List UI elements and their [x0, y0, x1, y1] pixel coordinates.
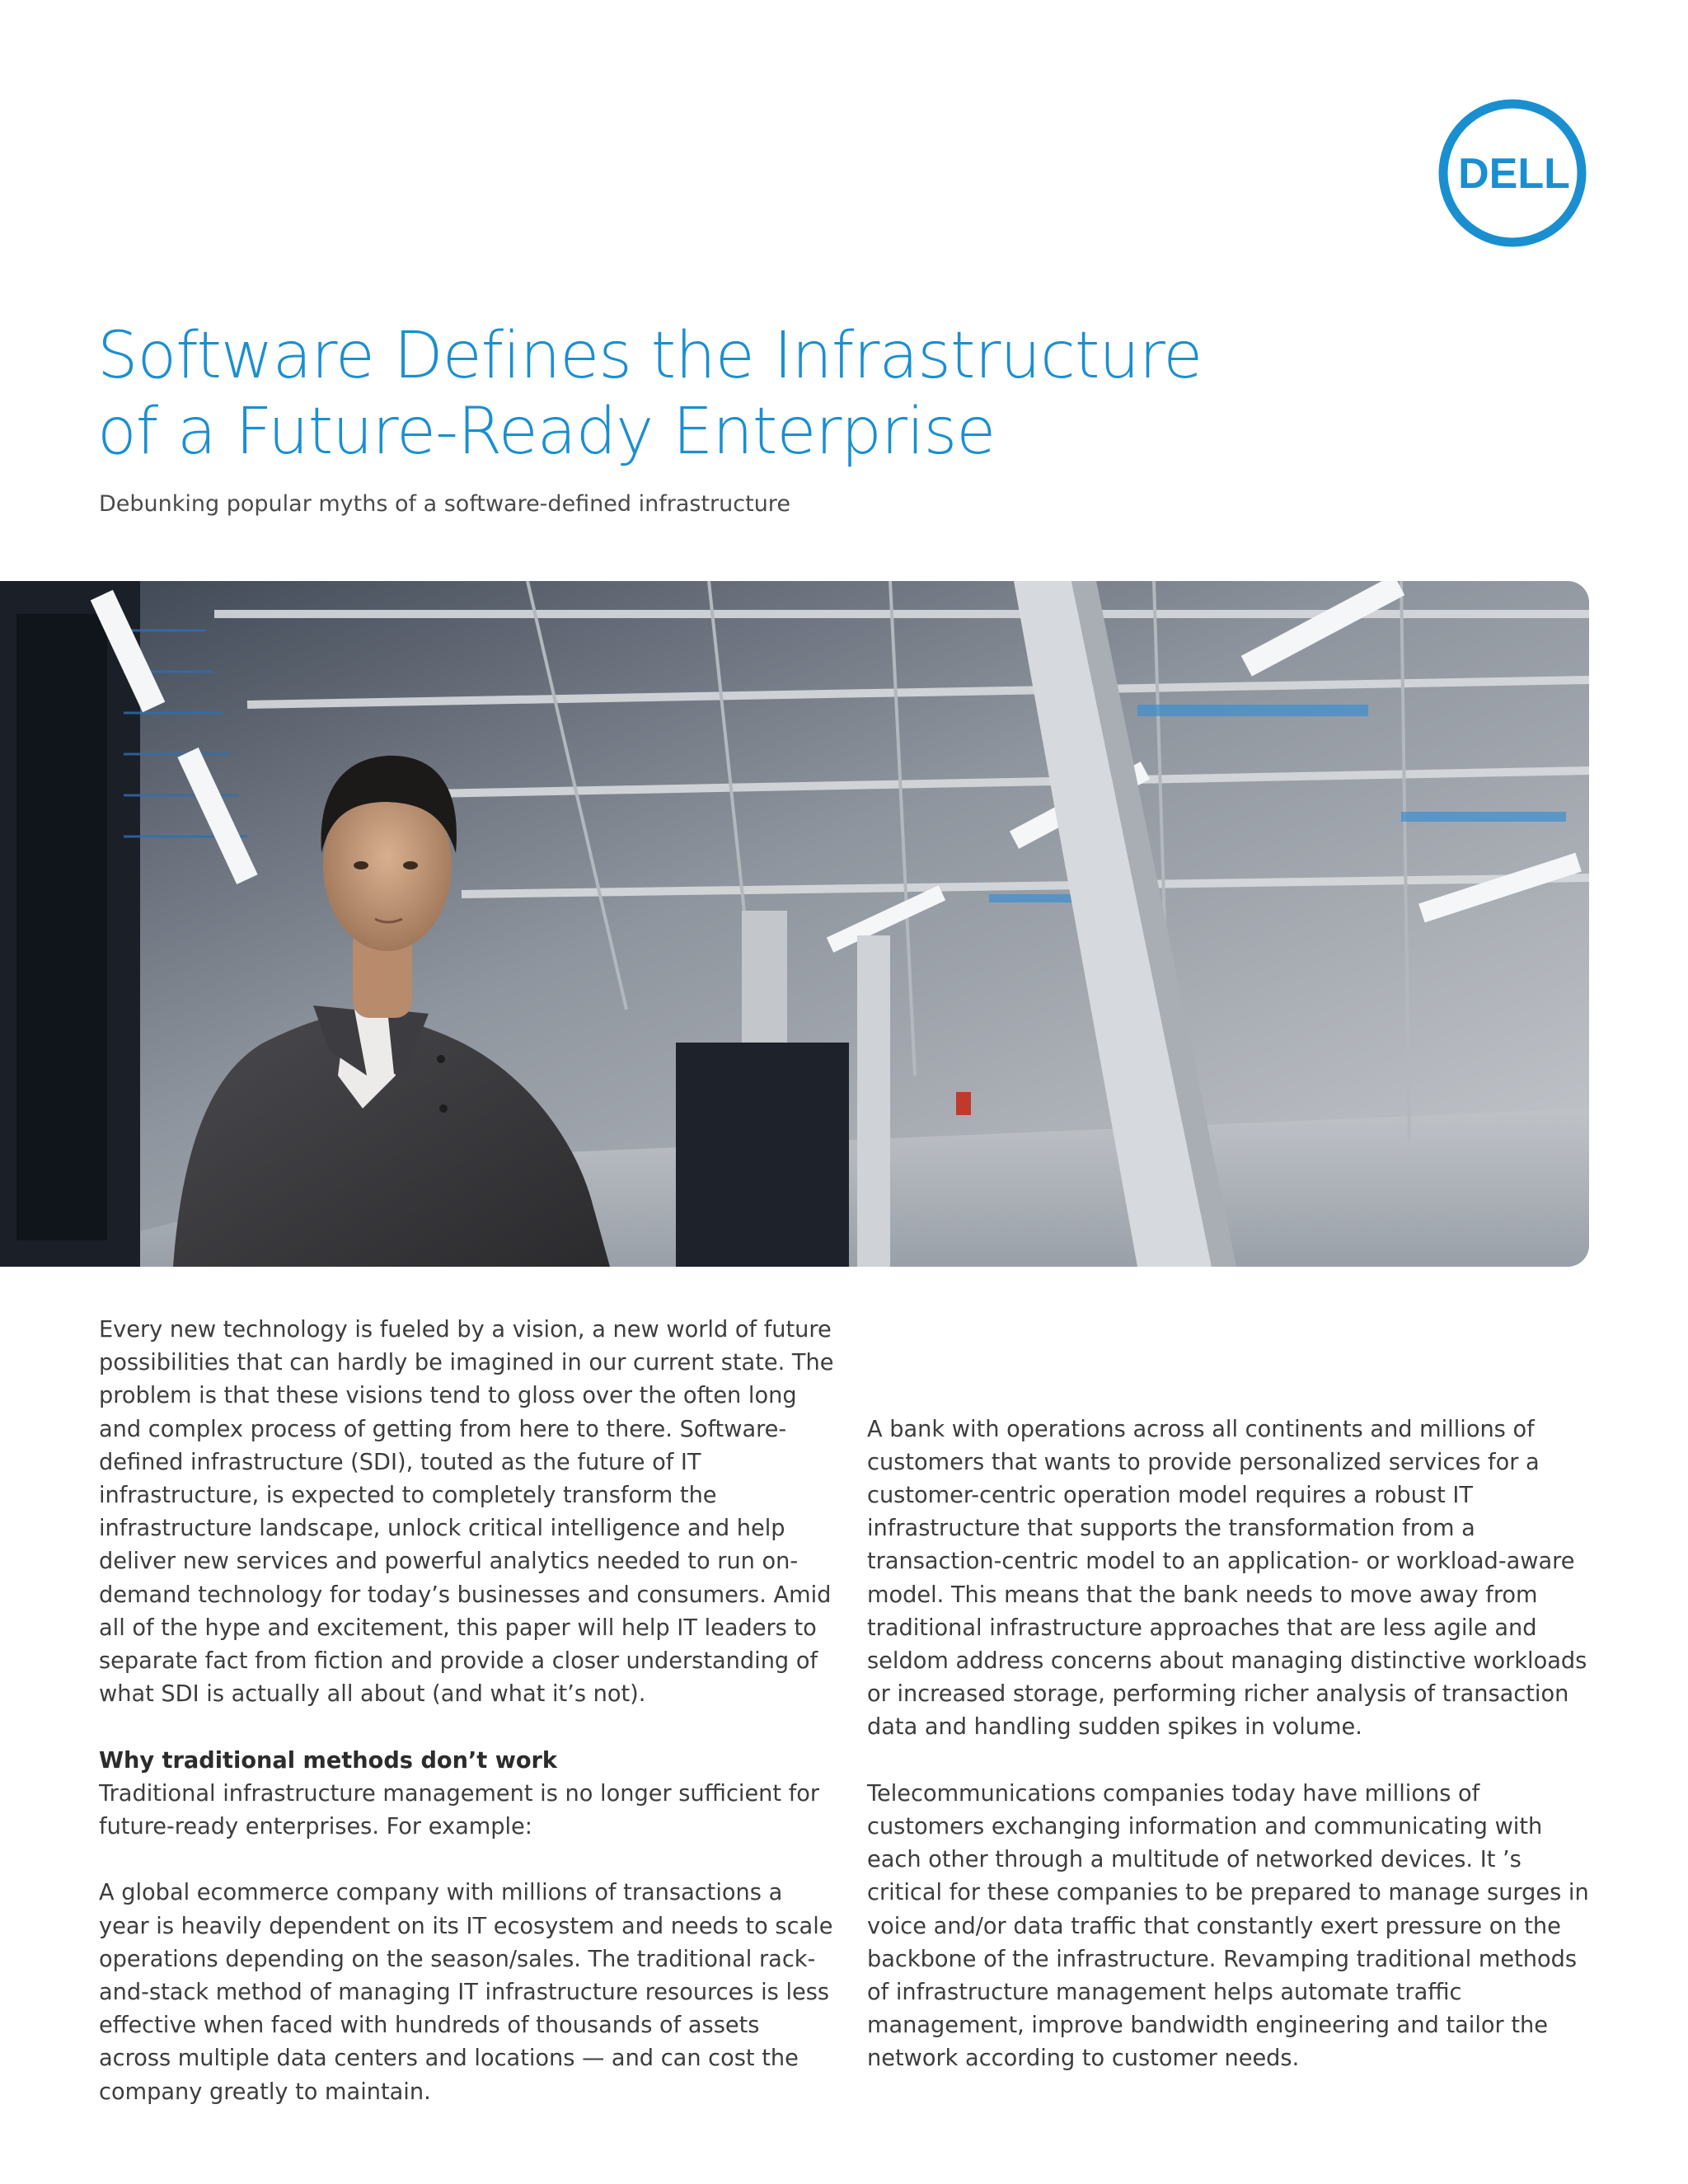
text-column-left	[99, 1314, 837, 2142]
bank-paragraph: A bank with operations across all continents and millions of customers that wants to provide personalized services for a customer-centric operation model requires a robust IT infrastructure that supports the transformation from a transaction-centric model to an application- or workload-aware model. This means that the bank needs to move away from traditional infrastructure approaches that are less agile and seldom address concerns about managing distinctive workloads or increased storage, performing richer analysis of transaction data and handling sudden spikes in volume.	[867, 1416, 1587, 1741]
hero-photo	[0, 581, 1589, 1267]
data-center-photo-illustration	[0, 581, 1589, 1267]
title-line-2: of a Future-Ready Enterprise	[97, 395, 996, 469]
title-line-1: Software Defines the Infrastructure	[97, 319, 1203, 393]
dell-logo	[1438, 99, 1587, 247]
lead-paragraph: Traditional infrastructure management is no longer sufficient for future-ready enterprises. For example:	[99, 1780, 820, 1840]
page-title	[97, 318, 1334, 470]
intro-paragraph: Every new technology is fueled by a vision, a new world of future possibilities that can hardly be imagined in our current state. The problem is that these visions tend to gloss over the often long and complex process of getting from here to there. Software-defined infrastructure (SDI), touted as the future of IT infrastructure, is expected to completely transform the infrastructure landscape, unlock critical intelligence and help deliver new services and powerful analytics needed to run on-demand technology for today’s businesses and consumers. Amid all of the hype and excitement, this paper will help IT leaders to separate fact from fiction and provide a closer understanding of what SDI is actually all about (and what it’s not).	[99, 1317, 834, 1708]
section-heading: Why traditional methods don’t work	[99, 1747, 558, 1774]
text-column-right	[867, 1314, 1592, 2109]
dell-logo-text: DELL	[1458, 150, 1570, 198]
page-subtitle: Debunking popular myths of a software-defined infrastructure	[99, 491, 790, 517]
telecom-paragraph: Telecommunications companies today have millions of customers exchanging information and communicating with each other through a multitude of networked devices. It ’s critical for these companies to be prepared to manage surges in voice and/or data traffic that constantly exert pressure on the backbone of the infrastructure. Revamping traditional methods of infrastructure management helps automate traffic management, improve bandwidth engineering and tailor the network according to customer needs.	[867, 1780, 1589, 2072]
ecommerce-paragraph: A global ecommerce company with millions of transactions a year is heavily dependent on its IT ecosystem and needs to scale operations depending on the season/sales. The traditional rack-and-stack method of managing IT infrastructure resources is less effective when faced with hundreds of thousands of assets across multiple data centers and locations — and can cost the company greatly to maintain.	[99, 1880, 833, 2105]
